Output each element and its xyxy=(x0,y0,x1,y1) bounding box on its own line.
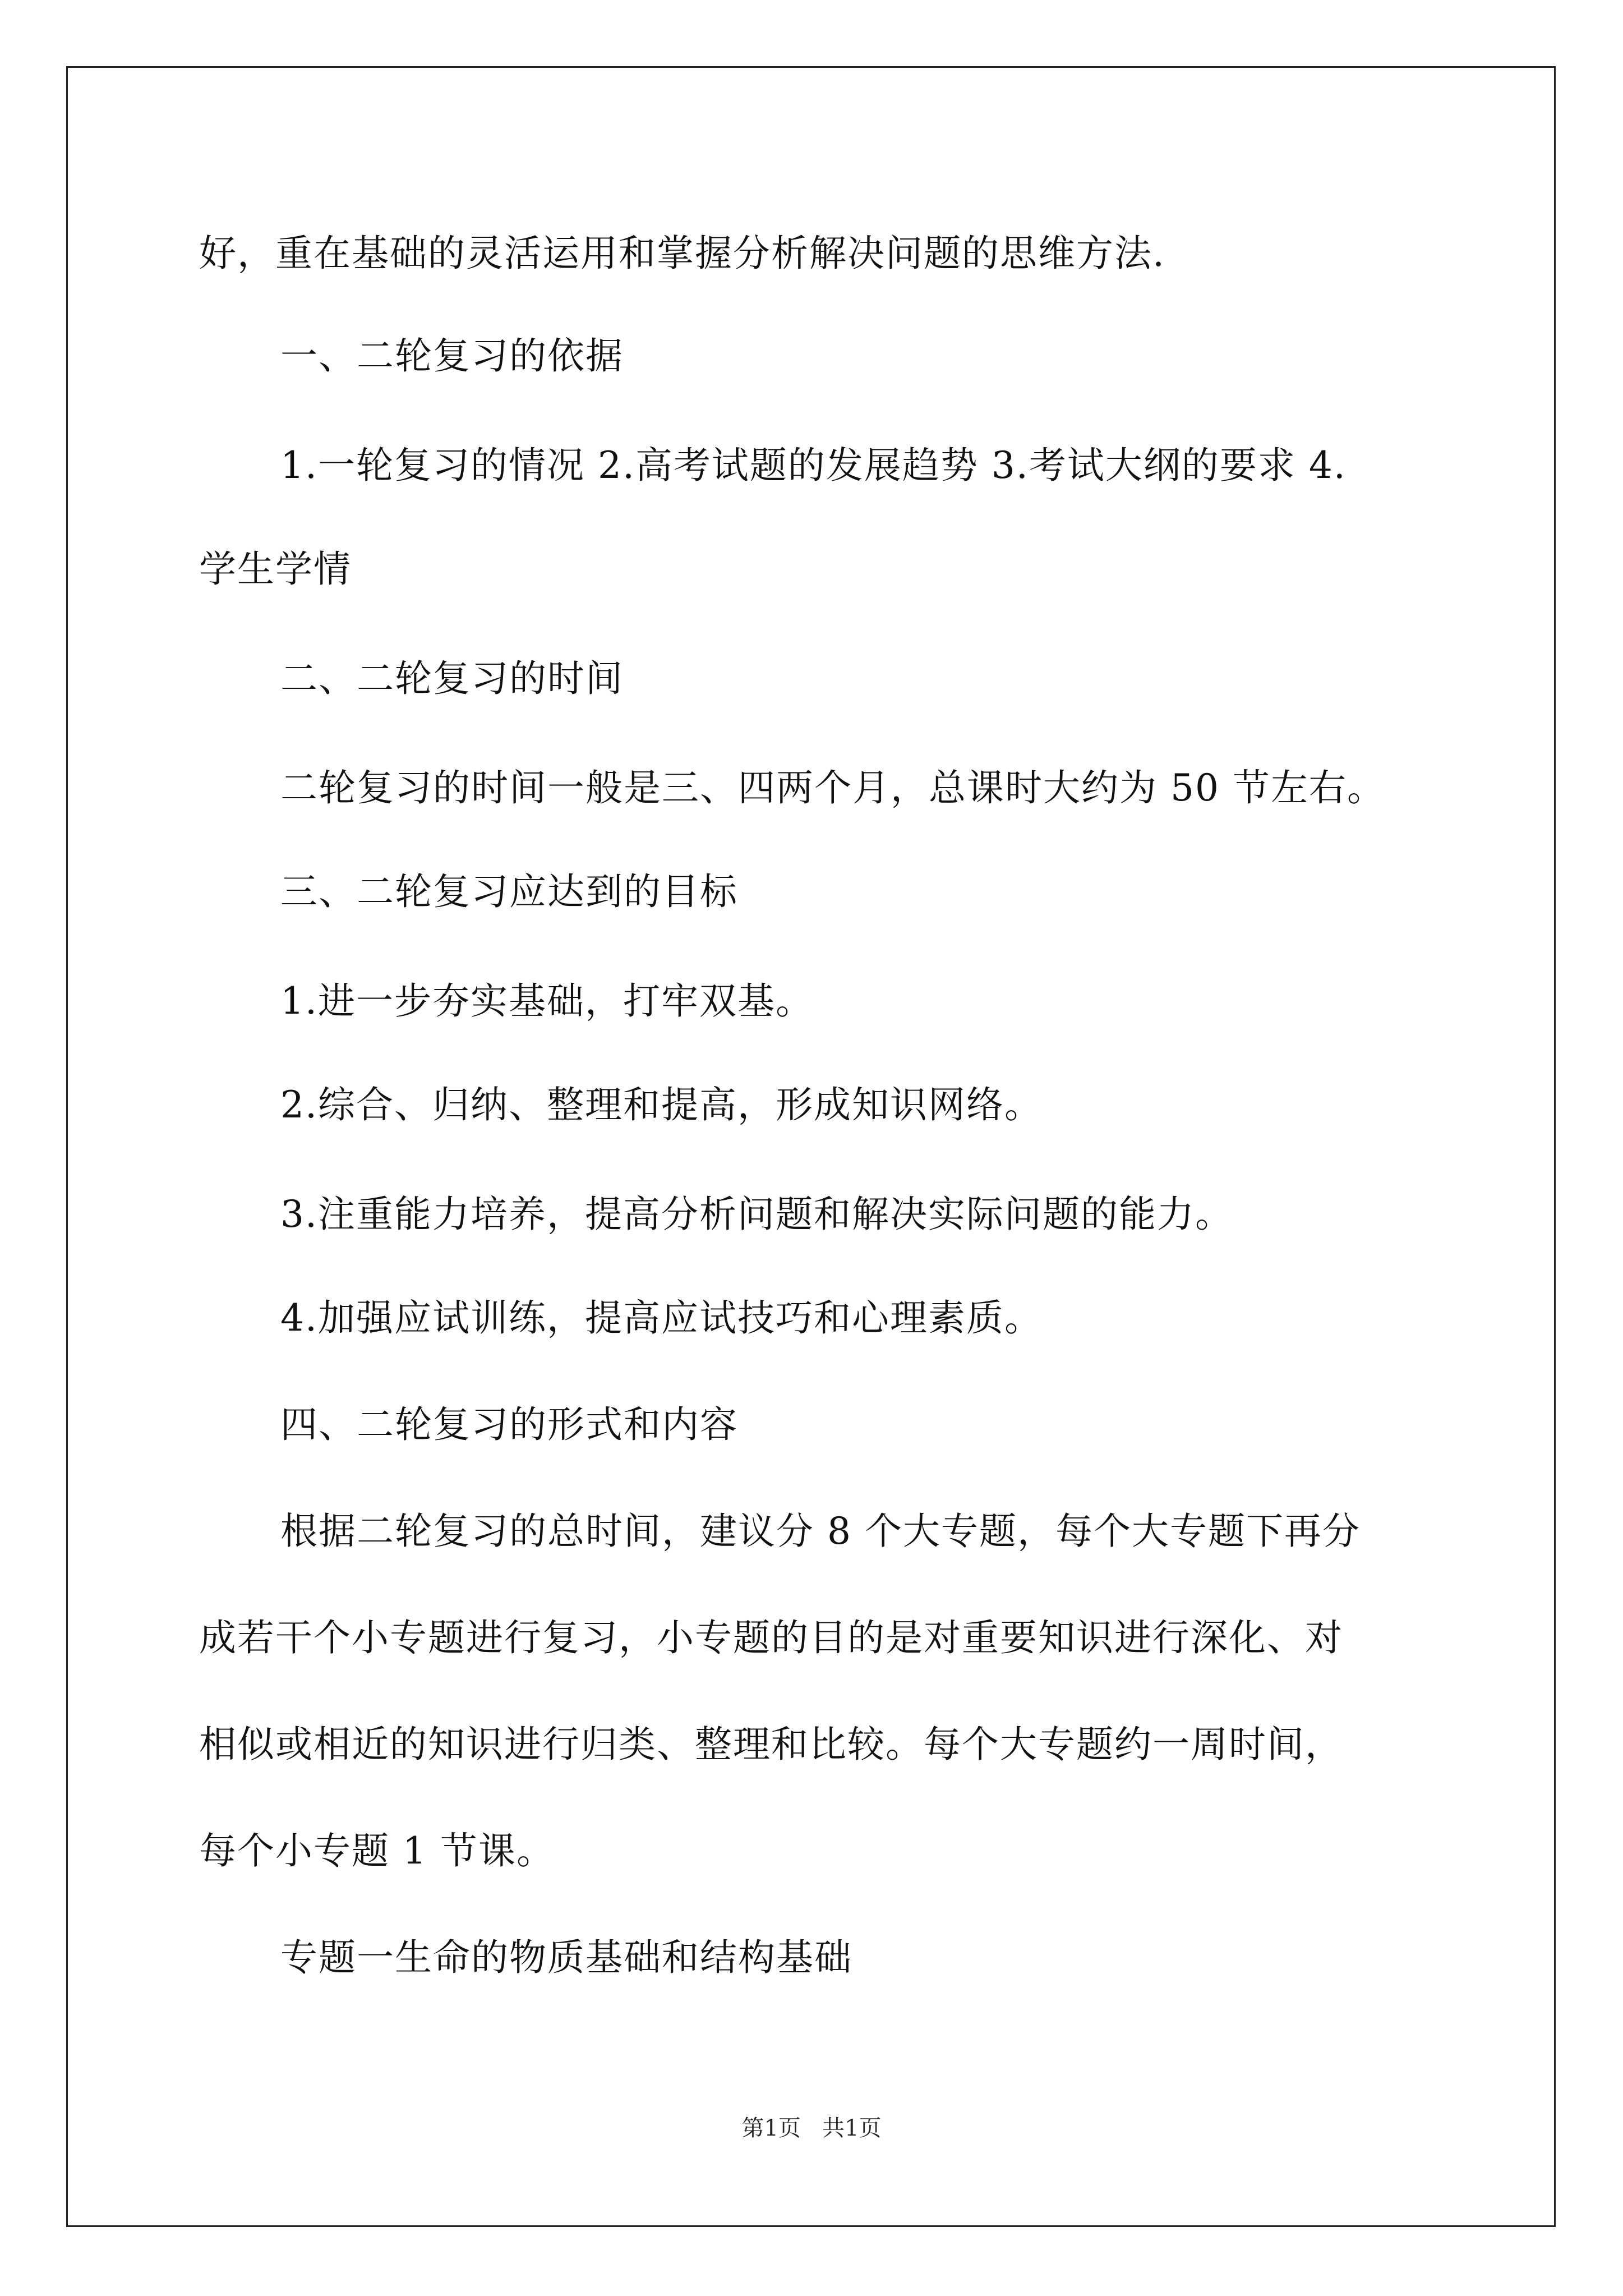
page-footer: 第1页 共1页 xyxy=(741,2115,882,2141)
list-item: 1.进一步夯实基础，打牢双基。 xyxy=(280,979,814,1023)
paragraph-line: 学生学情 xyxy=(199,547,352,591)
section-heading: 一、二轮复习的依据 xyxy=(280,334,624,378)
paragraph-line: 好，重在基础的灵活运用和掌握分析解决问题的思维方法. xyxy=(199,232,1165,275)
section-heading: 专题一生命的物质基础和结构基础 xyxy=(280,1936,852,1979)
section-heading: 四、二轮复习的形式和内容 xyxy=(280,1403,738,1446)
list-item: 2.综合、归纳、整理和提高，形成知识网络。 xyxy=(280,1083,1043,1126)
paragraph-line: 1.一轮复习的情况 2.高考试题的发展趋势 3.考试大纲的要求 4. xyxy=(280,444,1347,487)
paragraph-line: 成若干个小专题进行复习，小专题的目的是对重要知识进行深化、对 xyxy=(199,1616,1343,1659)
list-item: 4.加强应试训练，提高应试技巧和心理素质。 xyxy=(280,1296,1043,1340)
paragraph-line: 每个小专题 1 节课。 xyxy=(199,1829,555,1872)
section-heading: 三、二轮复习应达到的目标 xyxy=(280,870,738,913)
section-heading: 二、二轮复习的时间 xyxy=(280,657,624,700)
paragraph-line: 根据二轮复习的总时间，建议分 8 个大专题，每个大专题下再分 xyxy=(280,1510,1361,1553)
list-item: 3.注重能力培养，提高分析问题和解决实际问题的能力。 xyxy=(280,1193,1233,1236)
page-border xyxy=(66,66,1556,2227)
paragraph-line: 相似或相近的知识进行归类、整理和比较。每个大专题约一周时间， xyxy=(199,1723,1343,1766)
paragraph-line: 二轮复习的时间一般是三、四两个月，总课时大约为 50 节左右。 xyxy=(280,766,1385,809)
